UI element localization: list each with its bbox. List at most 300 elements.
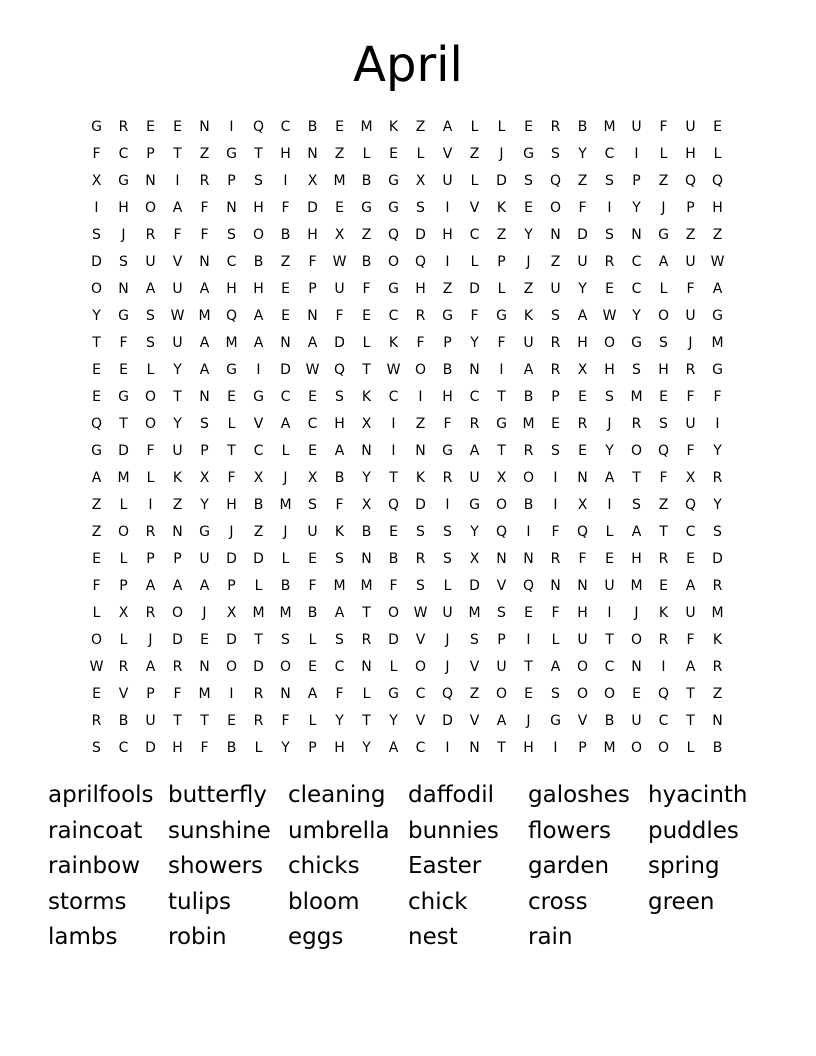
grid-letter: A [496,712,507,729]
grid-letter: I [526,631,531,648]
grid-letter: L [119,550,128,567]
grid-letter: R [550,550,561,567]
grid-letter: S [605,172,614,189]
page-title: April [353,37,463,93]
grid-letter: G [253,388,264,405]
grid-letter: N [226,199,237,216]
word-list-item: Easter [408,853,482,880]
grid-letter: G [712,307,723,324]
grid-letter: E [227,388,236,405]
grid-letter: U [631,712,642,729]
grid-letter: R [253,685,264,702]
grid-letter: E [362,307,371,324]
grid-letter: V [496,577,507,594]
grid-letter: O [387,253,400,270]
grid-letter: X [361,496,372,513]
grid-letter: U [442,604,453,621]
grid-letter: E [92,361,101,378]
grid-letter: F [497,334,506,351]
grid-letter: G [91,118,102,135]
grid-letter: U [199,550,210,567]
word-list-item: butterfly [168,782,267,808]
grid-letter: D [226,631,237,648]
grid-letter: P [146,685,155,702]
grid-letter: A [145,280,156,297]
grid-letter: R [550,334,561,351]
grid-letter: M [603,739,616,756]
grid-letter: X [307,469,318,486]
grid-letter: K [388,334,399,351]
grid-letter: A [334,442,345,459]
grid-letter: F [470,307,479,324]
grid-letter: F [416,334,425,351]
grid-letter: M [468,604,481,621]
grid-letter: P [146,550,155,567]
grid-letter: S [713,523,722,540]
grid-letter: A [685,577,696,594]
grid-letter: M [522,415,535,432]
grid-letter: A [712,280,723,297]
grid-letter: L [308,631,317,648]
grid-letter: M [360,118,373,135]
grid-letter: L [659,145,668,162]
grid-letter: O [117,523,130,540]
grid-letter: N [307,145,318,162]
grid-letter: Q [414,253,427,270]
grid-letter: X [469,550,480,567]
grid-letter: E [524,118,533,135]
grid-letter: R [415,307,426,324]
grid-letter: Z [658,172,669,189]
grid-letter: D [307,199,318,216]
grid-letter: F [227,469,236,486]
grid-letter: X [685,469,696,486]
grid-letter: X [199,469,210,486]
grid-letter: H [685,145,696,162]
grid-letter: N [361,550,372,567]
word-list-item: robin [168,924,227,951]
grid-letter: G [550,712,561,729]
grid-letter: J [445,658,450,675]
grid-letter: M [360,577,373,594]
grid-letter: D [253,550,264,567]
grid-letter: E [605,280,614,297]
grid-letter: F [578,199,587,216]
grid-letter: O [252,226,265,243]
grid-letter: D [388,631,399,648]
grid-letter: I [607,604,612,621]
grid-letter: O [171,604,184,621]
grid-letter: E [551,415,560,432]
grid-letter: F [659,469,668,486]
grid-letter: L [497,118,506,135]
grid-letter: I [391,442,396,459]
grid-letter: T [497,442,506,459]
grid-letter: T [173,712,182,729]
grid-letter: A [550,658,561,675]
grid-letter: U [442,172,453,189]
grid-letter: I [526,523,531,540]
grid-letter: E [92,550,101,567]
grid-letter: M [279,604,292,621]
grid-letter: L [362,145,371,162]
grid-letter: N [361,658,372,675]
grid-letter: S [227,226,236,243]
grid-letter: J [526,253,531,270]
grid-letter: C [631,280,642,297]
grid-letter: I [445,199,450,216]
grid-letter: I [175,172,180,189]
grid-letter: I [283,172,288,189]
grid-letter: G [118,388,129,405]
grid-letter: A [523,361,534,378]
grid-letter: V [118,685,129,702]
grid-letter: T [605,631,614,648]
grid-letter: E [335,199,344,216]
grid-letter: D [469,280,480,297]
grid-letter: N [496,550,507,567]
grid-letter: V [577,712,588,729]
grid-letter: D [280,361,291,378]
grid-letter: Z [496,226,507,243]
grid-letter: L [281,442,290,459]
grid-letter: S [632,496,641,513]
grid-letter: L [686,739,695,756]
grid-letter: T [524,658,533,675]
grid-letter: P [632,172,641,189]
grid-letter: O [657,307,670,324]
word-list-item: showers [168,853,264,880]
grid-letter: Z [685,226,696,243]
grid-letter: O [549,199,562,216]
grid-letter: B [442,361,453,378]
grid-letter: P [119,577,128,594]
grid-letter: Q [387,496,400,513]
grid-letter: N [550,577,561,594]
grid-letter: N [172,523,183,540]
grid-letter: K [712,631,723,648]
grid-letter: D [145,739,156,756]
grid-letter: F [92,577,101,594]
grid-letter: T [389,469,398,486]
grid-letter: L [551,631,560,648]
grid-letter: Y [173,361,182,378]
grid-letter: D [172,631,183,648]
grid-letter: B [523,388,534,405]
grid-letter: B [604,712,615,729]
grid-letter: J [661,199,666,216]
grid-letter: S [443,523,452,540]
grid-letter: M [279,496,292,513]
grid-letter: G [361,199,372,216]
grid-letter: S [200,415,209,432]
grid-letter: E [281,280,290,297]
grid-letter: J [148,631,153,648]
grid-letter: D [442,712,453,729]
grid-letter: L [713,145,722,162]
grid-letter: N [415,442,426,459]
grid-letter: R [253,712,264,729]
grid-letter: E [146,118,155,135]
grid-letter: I [607,199,612,216]
grid-letter: H [253,199,264,216]
grid-letter: R [172,658,183,675]
grid-letter: F [551,604,560,621]
word-list-item: cleaning [288,782,386,808]
grid-letter: N [280,334,291,351]
grid-letter: X [361,415,372,432]
grid-letter: P [308,739,317,756]
grid-letter: L [119,631,128,648]
grid-letter: F [281,199,290,216]
word-list-item: daffodil [408,782,494,808]
grid-letter: L [254,577,263,594]
grid-letter: G [388,685,399,702]
grid-letter: E [119,361,128,378]
grid-letter: T [227,442,236,459]
grid-letter: S [605,388,614,405]
grid-letter: U [145,712,156,729]
grid-letter: U [685,118,696,135]
grid-letter: D [415,496,426,513]
grid-letter: S [524,172,533,189]
grid-letter: P [227,577,236,594]
grid-letter: I [418,388,423,405]
grid-letter: Q [711,172,724,189]
grid-letter: L [119,496,128,513]
grid-letter: P [173,550,182,567]
grid-letter: H [226,280,237,297]
grid-letter: N [469,739,480,756]
grid-letter: N [145,172,156,189]
grid-letter: E [92,388,101,405]
grid-letter: V [415,631,426,648]
grid-letter: S [605,226,614,243]
grid-letter: Y [713,442,722,459]
grid-letter: H [577,334,588,351]
grid-letter: E [389,523,398,540]
grid-letter: C [685,523,696,540]
grid-letter: U [334,280,345,297]
grid-letter: N [577,469,588,486]
grid-letter: F [335,685,344,702]
grid-letter: O [414,658,427,675]
grid-letter: E [524,604,533,621]
grid-letter: B [361,172,372,189]
grid-letter: Q [522,577,535,594]
grid-letter: R [442,469,453,486]
grid-letter: I [148,496,153,513]
grid-letter: F [686,631,695,648]
grid-letter: K [361,388,372,405]
grid-letter: E [713,118,722,135]
grid-letter: S [416,523,425,540]
grid-letter: I [94,199,99,216]
grid-letter: I [553,739,558,756]
grid-letter: H [442,226,453,243]
grid-letter: L [470,118,479,135]
grid-letter: U [172,280,183,297]
grid-letter: A [307,334,318,351]
grid-letter: S [551,145,560,162]
grid-letter: N [361,442,372,459]
grid-letter: A [469,442,480,459]
word-list-item: galoshes [528,782,630,808]
word-list-item: bunnies [408,817,499,844]
grid-letter: L [389,658,398,675]
grid-letter: G [226,361,237,378]
grid-letter: Y [578,145,587,162]
grid-letter: R [145,604,156,621]
grid-letter: A [442,118,453,135]
grid-letter: R [118,118,129,135]
grid-letter: S [632,361,641,378]
grid-letter: R [658,631,669,648]
grid-letter: T [362,712,371,729]
grid-letter: R [550,118,561,135]
grid-letter: C [253,442,264,459]
grid-letter: L [470,172,479,189]
word-list-item: hyacinth [648,782,748,808]
grid-letter: E [659,577,668,594]
grid-letter: O [144,415,157,432]
grid-letter: S [335,550,344,567]
grid-letter: R [199,172,210,189]
grid-letter: R [469,415,480,432]
grid-letter: B [334,469,345,486]
grid-letter: X [334,226,345,243]
grid-letter: F [335,307,344,324]
grid-letter: Z [91,523,102,540]
grid-letter: W [89,658,104,675]
grid-letter: K [334,523,345,540]
grid-letter: O [495,685,508,702]
grid-letter: I [445,253,450,270]
grid-letter: K [496,199,507,216]
grid-letter: Y [335,712,344,729]
grid-letter: A [145,658,156,675]
grid-letter: I [661,658,666,675]
grid-letter: E [335,118,344,135]
grid-letter: L [362,685,371,702]
grid-letter: U [685,415,696,432]
grid-letter: X [307,172,318,189]
grid-letter: D [118,442,129,459]
word-list-item: raincoat [48,817,143,844]
grid-letter: T [119,415,128,432]
grid-letter: Y [524,226,533,243]
grid-letter: T [686,685,695,702]
word-list-item: aprilfools [48,782,154,808]
grid-letter: E [632,685,641,702]
grid-letter: B [523,496,534,513]
grid-letter: Q [657,442,670,459]
grid-letter: C [388,388,399,405]
grid-letter: C [226,253,237,270]
grid-letter: N [118,280,129,297]
grid-letter: F [686,280,695,297]
grid-letter: Z [172,496,183,513]
grid-letter: R [523,442,534,459]
grid-letter: R [361,631,372,648]
grid-letter: F [200,199,209,216]
grid-letter: N [631,658,642,675]
grid-letter: Y [362,739,371,756]
grid-letter: Y [632,307,641,324]
grid-letter: Z [199,145,210,162]
grid-letter: U [577,631,588,648]
grid-letter: T [173,388,182,405]
grid-letter: S [416,199,425,216]
grid-letter: Q [576,523,589,540]
grid-letter: C [415,685,426,702]
grid-letter: R [577,415,588,432]
grid-letter: R [415,550,426,567]
grid-letter: E [578,388,587,405]
grid-letter: F [281,712,290,729]
grid-letter: U [685,253,696,270]
grid-letter: Q [387,226,400,243]
grid-letter: O [144,199,157,216]
grid-letter: T [497,388,506,405]
grid-letter: D [712,550,723,567]
grid-letter: A [604,469,615,486]
grid-letter: S [254,172,263,189]
grid-letter: Y [470,334,479,351]
grid-letter: C [280,118,291,135]
grid-letter: R [604,253,615,270]
grid-letter: N [523,550,534,567]
grid-letter: J [607,415,612,432]
grid-letter: P [497,631,506,648]
grid-letter: O [414,361,427,378]
grid-letter: A [199,361,210,378]
grid-letter: F [686,388,695,405]
grid-letter: G [469,496,480,513]
grid-letter: L [146,361,155,378]
grid-letter: C [388,307,399,324]
word-list [48,778,768,956]
grid-letter: C [280,388,291,405]
grid-letter: C [307,415,318,432]
grid-letter: L [470,253,479,270]
grid-letter: P [497,253,506,270]
grid-letter: G [388,199,399,216]
grid-letter: H [523,739,534,756]
grid-letter: C [118,739,129,756]
grid-letter: T [659,523,668,540]
grid-letter: P [146,145,155,162]
grid-letter: E [308,442,317,459]
grid-letter: Z [712,685,723,702]
grid-letter: T [173,145,182,162]
grid-letter: S [659,334,668,351]
grid-letter: Y [173,415,182,432]
grid-letter: O [90,631,103,648]
grid-letter: Y [200,496,209,513]
grid-letter: O [522,469,535,486]
word-list-item: green [648,888,715,915]
grid-letter: Z [469,145,480,162]
grid-letter: I [634,145,639,162]
grid-letter: W [305,361,320,378]
grid-letter: Z [550,253,561,270]
word-list-item: nest [408,924,458,951]
grid-letter: O [630,631,643,648]
grid-letter: J [634,604,639,621]
grid-letter: O [144,388,157,405]
grid-letter: J [202,604,207,621]
